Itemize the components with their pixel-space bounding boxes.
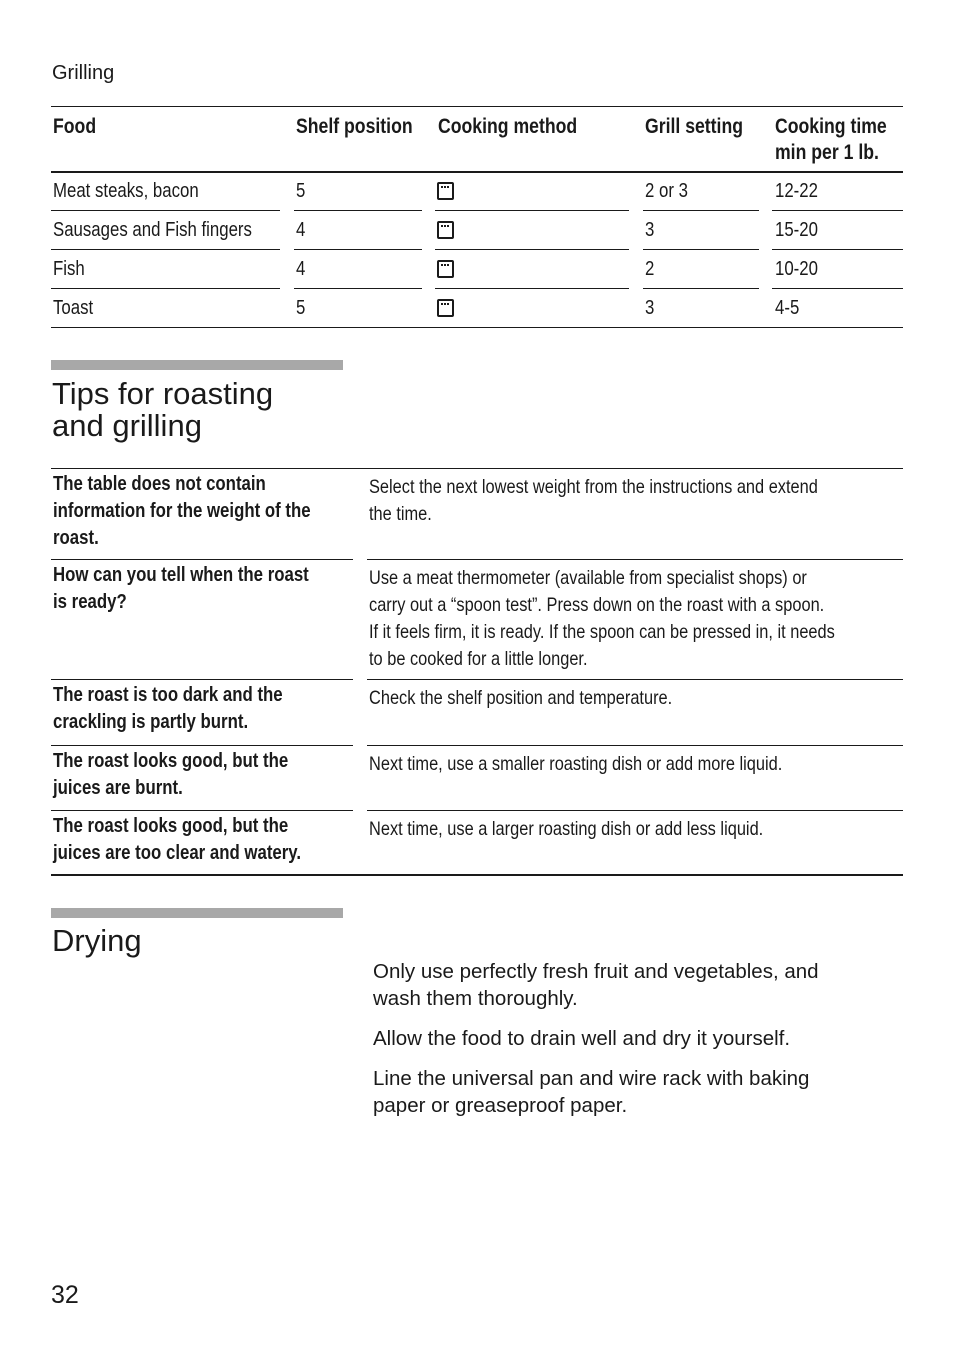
cell-time: 12-22 [775, 180, 818, 202]
row-divider [435, 210, 629, 211]
cell-grill: 3 [645, 297, 655, 319]
drying-paragraph: Line the universal pan and wire rack with baking paper or greaseproof paper. [373, 1067, 810, 1117]
drying-section-title: Drying [52, 923, 142, 958]
tip-question: The roast looks good, but the juices are burnt. [53, 750, 289, 799]
cell-food: Meat steaks, bacon [53, 180, 199, 202]
drying-section-bar [51, 908, 343, 918]
drying-paragraph: Allow the food to drain well and dry it yourself. [373, 1027, 791, 1050]
cell-food: Toast [53, 297, 94, 319]
header-cooking-time: Cooking time min per 1 lb. [775, 115, 887, 164]
tip-question: The roast is too dark and the crackling is partly burnt. [53, 684, 283, 733]
tips-section-bar [51, 360, 343, 370]
cell-grill: 3 [645, 219, 655, 241]
tip-question: The table does not contain information for the weight of the roast. [53, 473, 311, 549]
tip-answer: Next time, use a larger roasting dish or add less liquid. [369, 818, 764, 840]
table-caption: Grilling [52, 62, 115, 84]
cell-grill: 2 [645, 258, 655, 280]
tip-answer: Use a meat thermometer (available from specialist shops) or carry out a “spoon test”. Press down on the roast with a spoon. If it feels firm, it is ready. If the spoon can be pressed in, it needs to be cooked for a little longer. [369, 567, 835, 670]
tip-divider [367, 679, 903, 680]
cell-grill: 2 or 3 [645, 180, 688, 202]
tip-divider [51, 810, 353, 811]
tip-question: The roast looks good, but the juices are too clear and watery. [53, 815, 302, 864]
grill-icon [437, 221, 454, 239]
tip-divider [367, 810, 903, 811]
row-divider [772, 249, 903, 250]
row-divider [435, 288, 629, 289]
cell-food: Fish [53, 258, 85, 280]
header-bottom-rule [51, 171, 903, 173]
row-divider [51, 210, 280, 211]
row-divider [643, 249, 759, 250]
tip-divider [367, 559, 903, 560]
header-shelf-position: Shelf position [296, 115, 413, 138]
page-number: 32 [51, 1281, 79, 1309]
row-divider [643, 288, 759, 289]
grill-icon [437, 299, 454, 317]
row-divider [294, 288, 422, 289]
row-divider [435, 249, 629, 250]
tip-divider [51, 679, 353, 680]
tips-top-rule [51, 468, 903, 469]
row-divider [772, 288, 903, 289]
header-grill-setting: Grill setting [645, 115, 744, 138]
tip-divider [51, 559, 353, 560]
header-cooking-method: Cooking method [438, 115, 578, 138]
row-divider [643, 210, 759, 211]
tip-answer: Select the next lowest weight from the instructions and extend the time. [369, 476, 818, 525]
row-divider [772, 210, 903, 211]
cell-time: 15-20 [775, 219, 818, 241]
grill-icon [437, 260, 454, 278]
tip-divider [367, 745, 903, 746]
tip-divider [51, 745, 353, 746]
row-divider [51, 249, 280, 250]
cell-shelf: 4 [296, 258, 306, 280]
tip-answer: Next time, use a smaller roasting dish or add more liquid. [369, 753, 783, 775]
tips-bottom-rule [51, 874, 903, 876]
cell-time: 10-20 [775, 258, 818, 280]
row-divider [294, 249, 422, 250]
grill-icon [437, 182, 454, 200]
tip-answer: Check the shelf position and temperature. [369, 687, 673, 709]
cell-food: Sausages and Fish fingers [53, 219, 252, 241]
header-food: Food [53, 115, 97, 138]
cell-shelf: 5 [296, 297, 306, 319]
cell-time: 4-5 [775, 297, 800, 319]
table-bottom-rule [51, 327, 903, 328]
tips-section-title: Tips for roasting and grilling [52, 376, 274, 443]
cell-shelf: 4 [296, 219, 306, 241]
drying-paragraph: Only use perfectly fresh fruit and vegetables, and wash them thoroughly. [373, 960, 819, 1010]
row-divider [294, 210, 422, 211]
cell-shelf: 5 [296, 180, 306, 202]
table-top-rule [51, 106, 903, 107]
tip-question: How can you tell when the roast is ready? [53, 564, 309, 613]
row-divider [51, 288, 280, 289]
